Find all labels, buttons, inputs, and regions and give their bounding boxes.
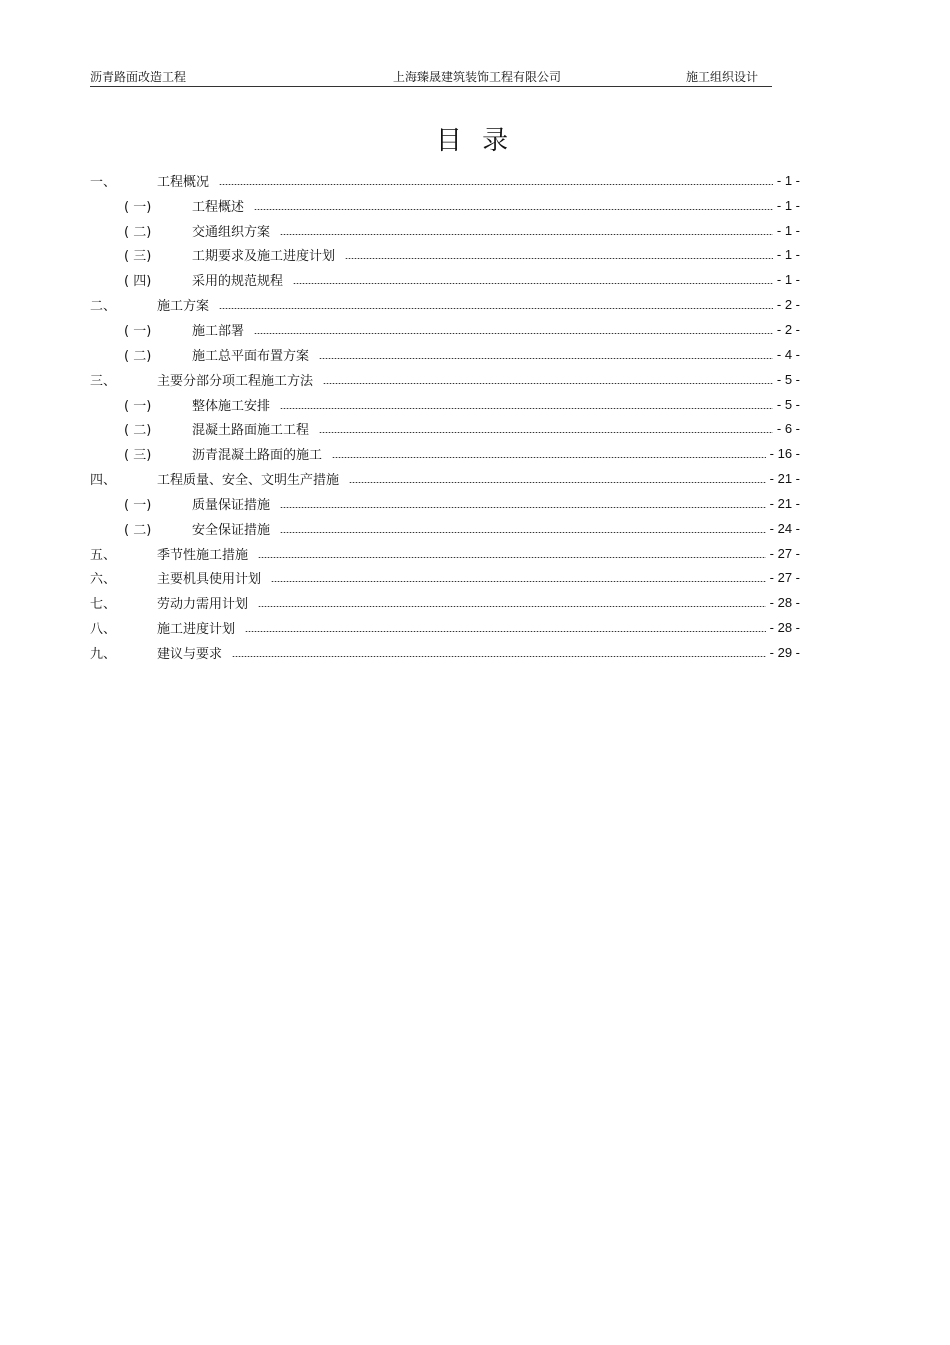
toc-entry-number: 一、 <box>90 174 117 190</box>
toc-entry-page: - 6 - <box>776 421 800 437</box>
toc-entry-page: - 28 - <box>769 595 800 611</box>
toc-entry-title: 施工总平面布置方案 <box>192 348 310 364</box>
toc-entry-number: 六、 <box>90 572 117 588</box>
toc-entry[interactable] <box>90 590 800 615</box>
toc-entry-number: ( 四) <box>124 274 152 290</box>
toc-entry-number: ( 一) <box>124 323 152 339</box>
toc-entry-page: - 5 - <box>776 371 800 387</box>
toc-dot-leader <box>293 283 773 284</box>
toc-entry[interactable] <box>90 342 800 367</box>
toc-entry-page: - 29 - <box>769 644 800 660</box>
toc-entry[interactable] <box>90 491 800 516</box>
toc-entry-title: 安全保证措施 <box>192 522 271 538</box>
toc-dot-leader <box>232 656 766 657</box>
toc-entry[interactable] <box>90 640 800 665</box>
header-project-name: 沥青路面改造工程 <box>90 70 187 84</box>
toc-entry-number: ( 二) <box>124 348 152 364</box>
toc-dot-leader <box>280 408 773 409</box>
toc-entry[interactable] <box>90 292 800 317</box>
toc-entry-number: 四、 <box>90 473 117 489</box>
toc-entry-page: - 2 - <box>776 321 800 337</box>
toc-dot-leader <box>254 209 773 210</box>
toc-entry[interactable] <box>90 615 800 640</box>
toc-entry[interactable] <box>90 243 800 268</box>
toc-entry-number: 二、 <box>90 299 117 315</box>
toc-entry[interactable] <box>90 416 800 441</box>
toc-entry-title: 质量保证措施 <box>192 497 271 513</box>
toc-dot-leader <box>319 432 773 433</box>
toc-entry[interactable] <box>90 193 800 218</box>
toc-dot-leader <box>345 258 773 259</box>
toc-entry[interactable] <box>90 367 800 392</box>
toc-entry-number: ( 二) <box>124 224 152 240</box>
toc-entry-page: - 16 - <box>769 446 800 462</box>
toc-entry-page: - 27 - <box>769 545 800 561</box>
toc-entry-page: - 21 - <box>769 495 800 511</box>
toc-entry-title: 工程概述 <box>192 199 245 215</box>
toc-entry-number: 七、 <box>90 597 117 613</box>
toc-entry-page: - 4 - <box>776 346 800 362</box>
toc-entry-number: 五、 <box>90 547 117 563</box>
page-title: 目 录 <box>435 126 515 156</box>
toc-entry-title: 施工进度计划 <box>157 622 236 638</box>
toc-entry-title: 劳动力需用计划 <box>157 597 249 613</box>
toc-entry-number: ( 一) <box>124 497 152 513</box>
toc-entry-title: 主要机具使用计划 <box>157 572 262 588</box>
toc-entry-number: 三、 <box>90 373 117 389</box>
toc-entry-title: 工程概况 <box>157 174 210 190</box>
toc-entry-title: 主要分部分项工程施工方法 <box>157 373 314 389</box>
toc-entry-number: ( 二) <box>124 423 152 439</box>
toc-dot-leader <box>280 507 766 508</box>
toc-entry-number: ( 三) <box>124 448 152 464</box>
toc-dot-leader <box>349 482 766 483</box>
toc-dot-leader <box>280 532 766 533</box>
toc-entry-number: ( 一) <box>124 398 152 414</box>
toc-entry-title: 交通组织方案 <box>192 224 271 240</box>
toc-dot-leader <box>319 358 773 359</box>
toc-dot-leader <box>258 557 766 558</box>
toc-entry[interactable] <box>90 267 800 292</box>
toc-entry[interactable] <box>90 317 800 342</box>
toc-dot-leader <box>271 581 766 582</box>
toc-dot-leader <box>323 383 773 384</box>
toc-entry-page: - 1 - <box>776 172 800 188</box>
toc-entry-title: 整体施工安排 <box>192 398 271 414</box>
toc-entry-page: - 1 - <box>776 272 800 288</box>
toc-entry-page: - 21 - <box>769 471 800 487</box>
toc-entry-page: - 1 - <box>776 247 800 263</box>
toc-entry-title: 采用的规范规程 <box>192 274 284 290</box>
toc-entry-page: - 1 - <box>776 197 800 213</box>
toc-entry-title: 季节性施工措施 <box>157 547 249 563</box>
toc-entry-number: ( 二) <box>124 522 152 538</box>
toc-entry[interactable] <box>90 392 800 417</box>
toc-entry[interactable] <box>90 466 800 491</box>
toc-dot-leader <box>219 308 773 309</box>
table-of-contents <box>90 168 800 665</box>
toc-entry-page: - 5 - <box>776 396 800 412</box>
toc-entry[interactable] <box>90 168 800 193</box>
toc-entry[interactable] <box>90 441 800 466</box>
page-header <box>90 66 772 87</box>
header-document-type: 施工组织设计 <box>686 70 759 84</box>
toc-dot-leader <box>245 631 766 632</box>
toc-entry-number: 八、 <box>90 622 117 638</box>
toc-entry-page: - 2 - <box>776 297 800 313</box>
toc-entry-number: ( 三) <box>124 249 152 265</box>
toc-entry-number: 九、 <box>90 646 117 662</box>
toc-entry-title: 施工部署 <box>192 323 245 339</box>
toc-entry-number: ( 一) <box>124 199 152 215</box>
toc-dot-leader <box>332 457 766 458</box>
toc-entry[interactable] <box>90 566 800 591</box>
toc-entry[interactable] <box>90 218 800 243</box>
toc-entry-page: - 1 - <box>776 222 800 238</box>
toc-entry-title: 工期要求及施工进度计划 <box>192 249 336 265</box>
toc-entry-title: 工程质量、安全、文明生产措施 <box>157 473 340 489</box>
toc-dot-leader <box>258 606 766 607</box>
toc-entry[interactable] <box>90 541 800 566</box>
toc-entry-title: 施工方案 <box>157 299 210 315</box>
toc-entry-page: - 24 - <box>769 520 800 536</box>
toc-dot-leader <box>280 234 773 235</box>
toc-dot-leader <box>254 333 773 334</box>
toc-entry-title: 建议与要求 <box>157 646 223 662</box>
toc-entry-page: - 27 - <box>769 570 800 586</box>
toc-dot-leader <box>219 184 773 185</box>
toc-entry-title: 沥青混凝土路面的施工 <box>192 448 323 464</box>
toc-entry-page: - 28 - <box>769 620 800 636</box>
toc-entry[interactable] <box>90 516 800 541</box>
toc-entry-title: 混凝土路面施工工程 <box>192 423 310 439</box>
header-company-name: 上海臻晟建筑装饰工程有限公司 <box>393 70 562 84</box>
